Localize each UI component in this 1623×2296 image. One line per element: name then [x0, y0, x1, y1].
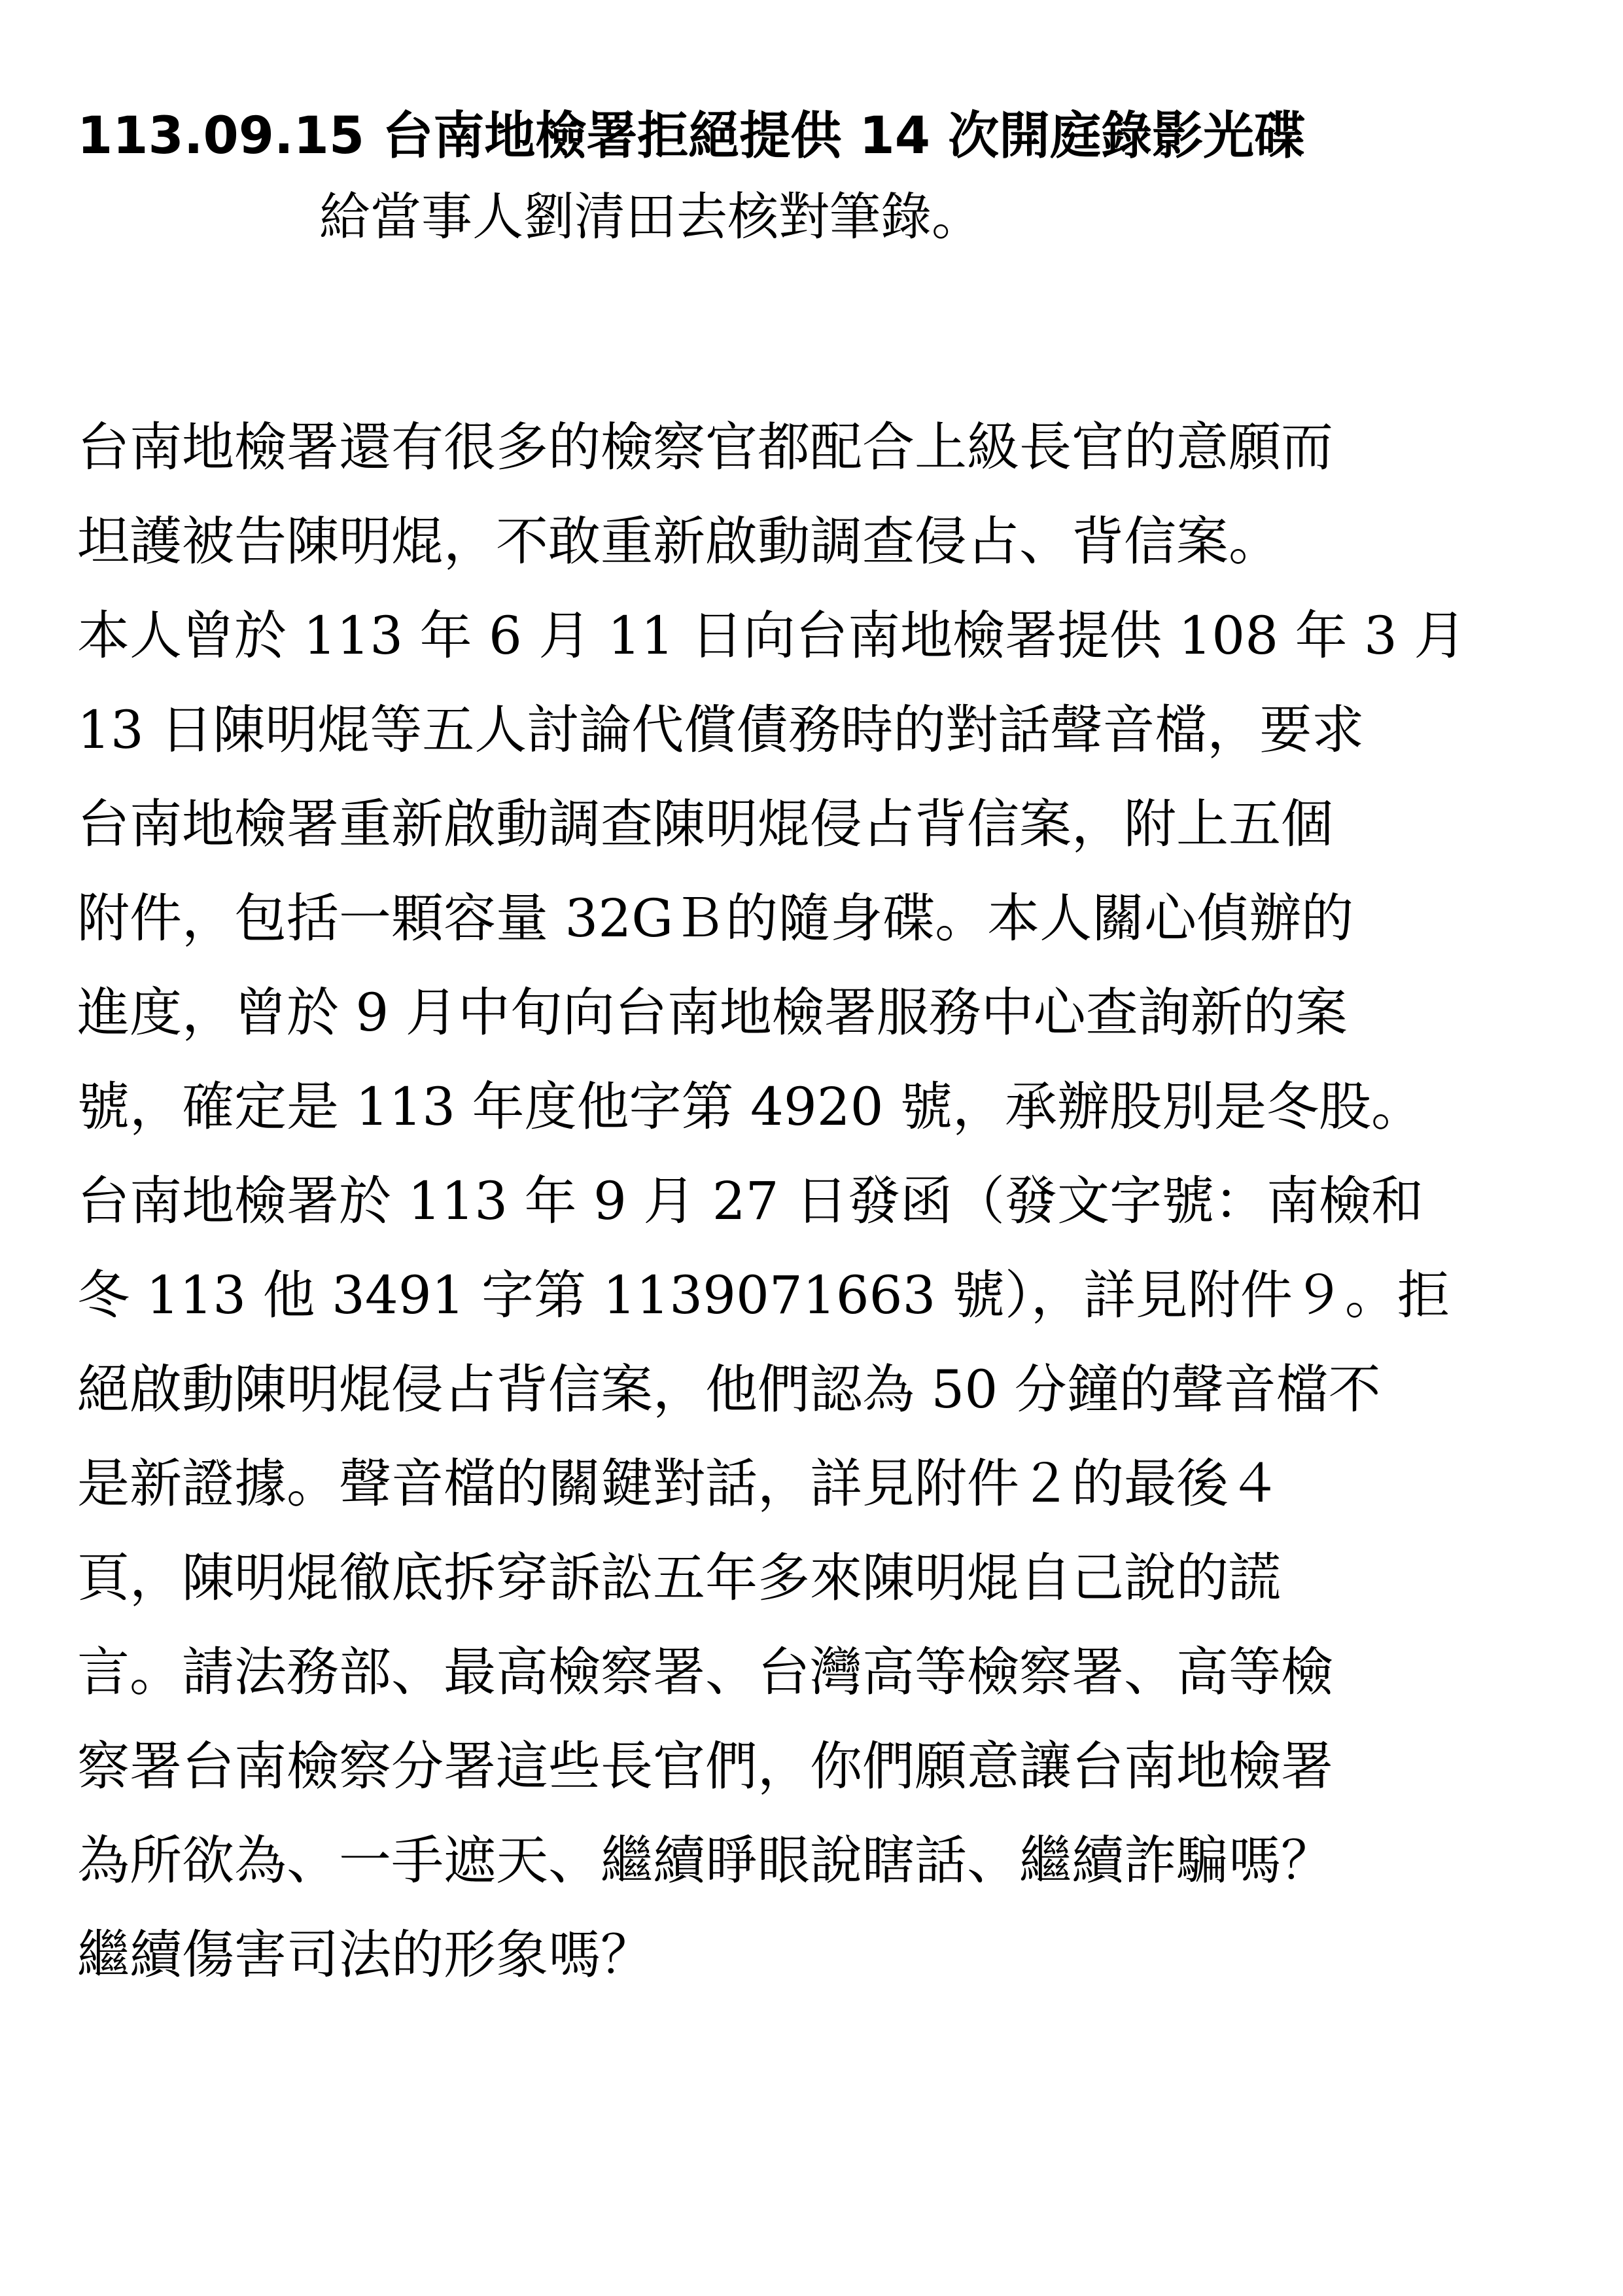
- paragraph-line: 台南地檢署重新啟動調查陳明焜侵占背信案，附上五個: [77, 794, 1333, 855]
- paragraph-line: 附件，包括一顆容量 32GＢ的隨身碟。本人關心偵辦的: [77, 888, 1354, 949]
- paragraph-line: 台南地檢署還有很多的檢察官都配合上級長官的意願而: [77, 417, 1333, 478]
- paragraph-line: 進度，曾於 9 月中旬向台南地檢署服務中心查詢新的案: [77, 982, 1348, 1043]
- paragraph-line: 是新證據。聲音檔的關鍵對話，詳見附件２的最後４: [77, 1453, 1281, 1514]
- paragraph-line: 頁，陳明焜徹底拆穿訴訟五年多來陳明焜自己說的謊: [77, 1547, 1281, 1608]
- paragraph-line: 冬 113 他 3491 字第 1139071663 號），詳見附件９。拒: [77, 1265, 1450, 1326]
- paragraph-line: 察署台南檢察分署這些長官們，你們願意讓台南地檢署: [77, 1736, 1333, 1797]
- paragraph-line: 絕啟動陳明焜侵占背信案，他們認為 50 分鐘的聲音檔不: [77, 1359, 1381, 1420]
- paragraph-line: 13 日陳明焜等五人討論代償債務時的對話聲音檔，要求: [77, 699, 1365, 760]
- paragraph-line: 號，確定是 113 年度他字第 4920 號，承辦股別是冬股。: [77, 1076, 1424, 1137]
- paragraph-line: 言。請法務部、最高檢察署、台灣高等檢察署、高等檢: [77, 1642, 1333, 1703]
- paragraph-line: 本人曾於 113 年 6 月 11 日向台南地檢署提供 108 年 3 月: [77, 605, 1467, 666]
- paragraph-line: 繼續傷害司法的形象嗎？: [77, 1924, 653, 1985]
- document-title: 113.09.15 台南地檢署拒絕提供 14 次開庭錄影光碟: [77, 107, 1306, 166]
- paragraph-1: [77, 400, 1557, 589]
- paragraph-line: 台南地檢署於 113 年 9 月 27 日發函（發文字號：南檢和: [77, 1171, 1423, 1231]
- paragraph-2: [77, 589, 1557, 2002]
- paragraph-line: 為所欲為、一手遮天、繼續睜眼說瞎話、繼續詐騙嗎？: [77, 1830, 1333, 1891]
- document-subtitle: 給當事人劉清田去核對筆錄。: [319, 188, 983, 247]
- paragraph-line: 坦護被告陳明焜，不敢重新啟動調查侵占、背信案。: [77, 511, 1281, 572]
